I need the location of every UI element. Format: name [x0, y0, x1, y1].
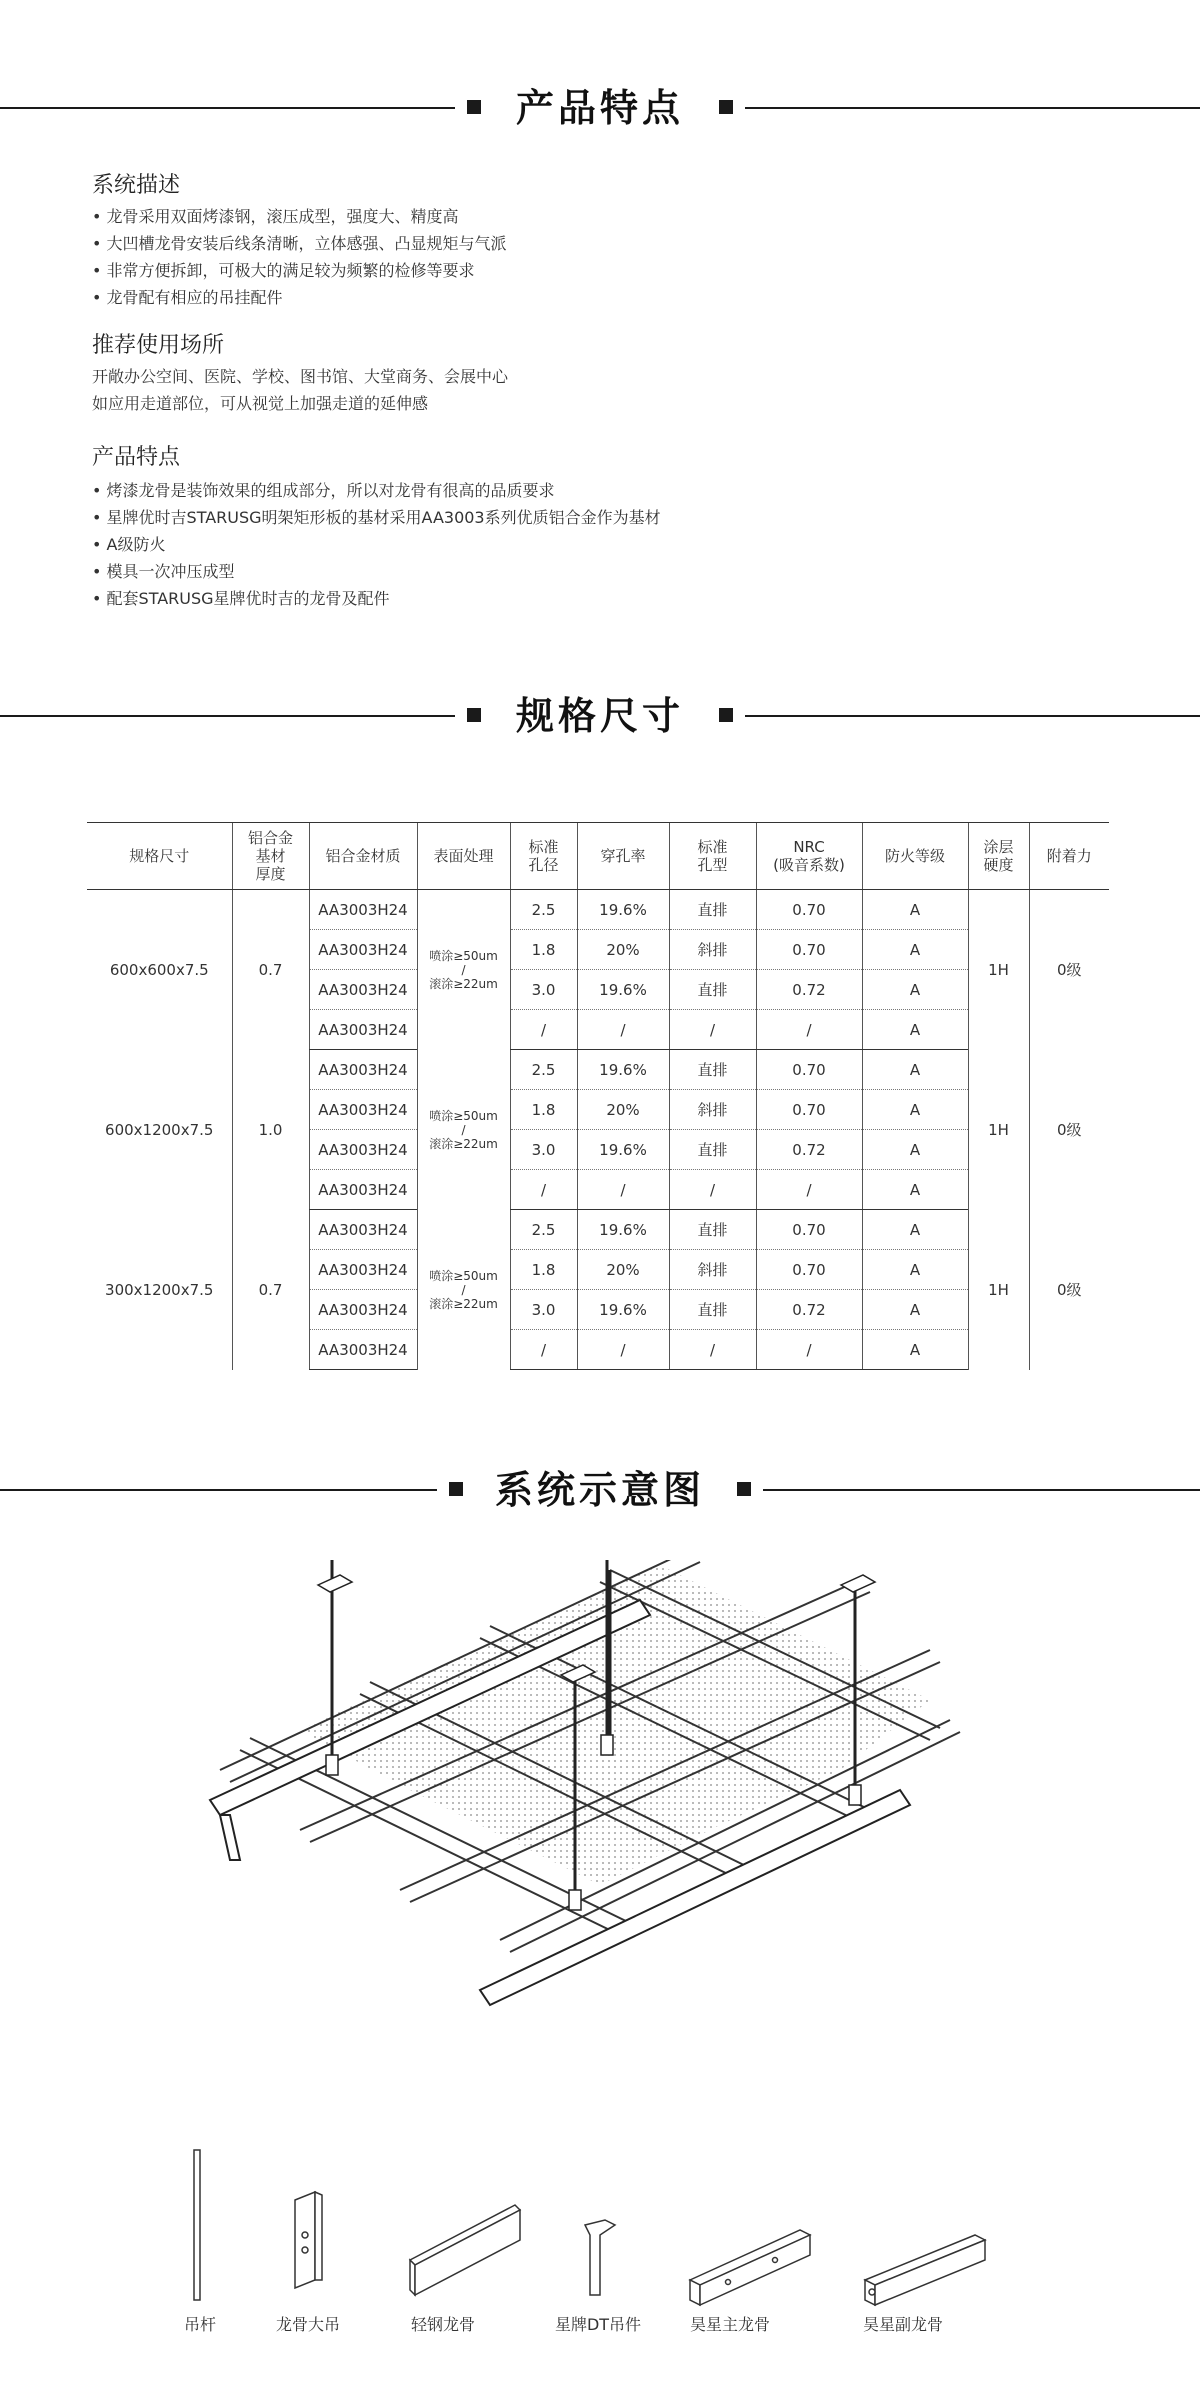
section-header-features [0, 78, 1200, 138]
header-square-right [737, 1482, 751, 1496]
type-cell: 直排 [669, 1130, 756, 1170]
hole-cell: 2.5 [510, 1210, 577, 1250]
hole-cell: 1.8 [510, 930, 577, 970]
column-header-text: 铝合金 [247, 829, 293, 847]
thickness-cell: 1.0 [232, 1050, 309, 1210]
rate-cell: / [577, 1330, 669, 1370]
list-item: • 非常方便拆卸，可极大的满足较为频繁的检修等要求 [92, 257, 507, 284]
size-cell: 300x1200x7.5 [105, 1280, 214, 1299]
fire-cell: A [862, 1170, 968, 1210]
type-cell: 斜排 [669, 930, 756, 970]
nrc-cell: 0.70 [756, 930, 862, 970]
surface-line: 滚涂≥22um [429, 1136, 498, 1151]
fire-cell: A [862, 1130, 968, 1170]
surface-line: 滚涂≥22um [429, 976, 498, 991]
surface-line: / [461, 962, 466, 977]
column-header [862, 823, 968, 890]
hole-cell: 1.8 [510, 1250, 577, 1290]
column-header [232, 823, 309, 890]
nrc-cell: 0.72 [756, 1130, 862, 1170]
part-label-main-runner: 昊星主龙骨 [689, 2315, 770, 2334]
section-header-spec [0, 686, 1200, 746]
column-header [968, 823, 1029, 890]
column-header-text: 孔型 [697, 856, 728, 874]
thickness-cell: 0.7 [232, 1210, 309, 1370]
column-header [510, 823, 577, 890]
nrc-cell: / [756, 1010, 862, 1050]
header-square-left [467, 100, 481, 114]
fire-cell: A [862, 890, 968, 930]
recommended-heading: 推荐使用场所 [92, 333, 225, 358]
part-label-hanger-rod: 吊杆 [183, 2315, 216, 2334]
main-runner-icon [690, 2230, 810, 2305]
column-header [87, 823, 232, 890]
list-item: • 星牌优时吉STARUSG明架矩形板的基材采用AA3003系列优质铝合金作为基材 [92, 504, 661, 531]
surface-cell [417, 1050, 510, 1210]
rate-cell: 19.6% [577, 1130, 669, 1170]
table-row [87, 1050, 1109, 1090]
section-title: 产品特点 [515, 86, 684, 130]
hole-cell: 3.0 [510, 970, 577, 1010]
nrc-cell: 0.72 [756, 970, 862, 1010]
rate-cell: 20% [577, 1090, 669, 1130]
section-title: 系统示意图 [494, 1468, 705, 1512]
header-rule-right [763, 1489, 1200, 1491]
list-item: • 模具一次冲压成型 [92, 558, 661, 585]
type-cell: 直排 [669, 1290, 756, 1330]
light-steel-keel-icon [410, 2205, 520, 2295]
part-label-cross-runner: 昊星副龙骨 [862, 2315, 943, 2334]
surface-line: 喷涂≥50um [429, 1108, 498, 1123]
list-item: • 龙骨采用双面烤漆钢，滚压成型，强度大、精度高 [92, 203, 507, 230]
main-hanger-icon [295, 2192, 322, 2288]
list-item: • 大凹槽龙骨安装后线条清晰，立体感强、凸显规矩与气派 [92, 230, 507, 257]
surface-line: 喷涂≥50um [429, 948, 498, 963]
material-cell: AA3003H24 [309, 930, 417, 970]
header-rule-left [0, 715, 455, 717]
adhesion-cell: 0级 [1029, 1210, 1109, 1370]
header-rule-left [0, 107, 455, 109]
column-header-text: NRC [793, 838, 825, 856]
material-cell: AA3003H24 [309, 1250, 417, 1290]
column-header-text: 孔径 [528, 856, 559, 874]
hole-cell: 2.5 [510, 890, 577, 930]
hardness-cell: 1H [968, 890, 1029, 1050]
thickness-cell: 0.7 [232, 890, 309, 1050]
hole-cell: 3.0 [510, 1290, 577, 1330]
hole-cell: 3.0 [510, 1130, 577, 1170]
rate-cell: 19.6% [577, 1290, 669, 1330]
fire-cell: A [862, 1330, 968, 1370]
column-header-text: 防火等级 [884, 847, 945, 865]
nrc-cell: / [756, 1170, 862, 1210]
surface-line: / [461, 1122, 466, 1137]
column-header-text: 铝合金材质 [325, 847, 401, 865]
rate-cell: 19.6% [577, 1050, 669, 1090]
column-header-text: 硬度 [983, 856, 1014, 874]
header-square-right [719, 708, 733, 722]
nrc-cell: 0.70 [756, 1210, 862, 1250]
column-header-text: 厚度 [255, 865, 286, 883]
surface-line: 喷涂≥50um [429, 1268, 498, 1283]
material-cell: AA3003H24 [309, 1170, 417, 1210]
header-rule-left [0, 1489, 437, 1491]
column-header [417, 823, 510, 890]
fire-cell: A [862, 1010, 968, 1050]
type-cell: 斜排 [669, 1090, 756, 1130]
list-item: • 龙骨配有相应的吊挂配件 [92, 284, 507, 311]
column-header-text: 穿孔率 [600, 847, 646, 865]
material-cell: AA3003H24 [309, 1290, 417, 1330]
rate-cell: 19.6% [577, 970, 669, 1010]
hole-cell: 2.5 [510, 1050, 577, 1090]
type-cell: / [669, 1010, 756, 1050]
surface-line: / [461, 1282, 466, 1297]
cross-runner-icon [865, 2235, 985, 2305]
part-label-light-steel-keel: 轻钢龙骨 [410, 2315, 475, 2334]
surface-cell [417, 890, 510, 1050]
hole-cell: 1.8 [510, 1090, 577, 1130]
parts-illustrations [0, 2140, 1200, 2340]
list-item: • A级防火 [92, 531, 661, 558]
text-line: 如应用走道部位，可从视觉上加强走道的延伸感 [92, 394, 429, 413]
recommended-text [92, 363, 508, 417]
material-cell: AA3003H24 [309, 970, 417, 1010]
system-desc-list [92, 203, 507, 311]
column-header [1029, 823, 1109, 890]
nrc-cell: 0.70 [756, 890, 862, 930]
type-cell: 直排 [669, 890, 756, 930]
column-header [756, 823, 862, 890]
column-header-text: 表面处理 [433, 847, 494, 865]
adhesion-cell: 0级 [1029, 1050, 1109, 1210]
hole-cell: / [510, 1010, 577, 1050]
material-cell: AA3003H24 [309, 1210, 417, 1250]
dt-clip-icon [585, 2220, 615, 2295]
header-square-left [449, 1482, 463, 1496]
type-cell: / [669, 1330, 756, 1370]
hanger-rod-icon [194, 2150, 200, 2300]
list-item: • 烤漆龙骨是装饰效果的组成部分，所以对龙骨有很高的品质要求 [92, 477, 661, 504]
surface-cell [417, 1210, 510, 1370]
hardness-cell: 1H [968, 1050, 1029, 1210]
rate-cell: 20% [577, 1250, 669, 1290]
column-header-text: 标准 [697, 838, 728, 856]
column-header-text: 附着力 [1046, 847, 1092, 865]
material-cell: AA3003H24 [309, 1050, 417, 1090]
column-header-text: 标准 [528, 838, 559, 856]
hardness-cell: 1H [968, 1210, 1029, 1370]
column-header-text: (吸音系数) [773, 856, 845, 874]
spec-table [87, 822, 1109, 1370]
table-row [87, 890, 1109, 930]
features-heading: 产品特点 [92, 445, 181, 470]
part-label-main-hanger: 龙骨大吊 [275, 2315, 340, 2334]
fire-cell: A [862, 970, 968, 1010]
material-cell: AA3003H24 [309, 1010, 417, 1050]
header-rule-right [745, 715, 1200, 717]
column-header-text: 涂层 [983, 838, 1014, 856]
material-cell: AA3003H24 [309, 1090, 417, 1130]
section-header-system [0, 1460, 1200, 1520]
nrc-cell: 0.72 [756, 1290, 862, 1330]
text-line: 开敞办公空间、医院、学校、图书馆、大堂商务、会展中心 [92, 367, 509, 386]
type-cell: 斜排 [669, 1250, 756, 1290]
type-cell: 直排 [669, 1210, 756, 1250]
rate-cell: 20% [577, 930, 669, 970]
material-cell: AA3003H24 [309, 1130, 417, 1170]
size-cell: 600x600x7.5 [109, 960, 209, 979]
hole-cell: / [510, 1170, 577, 1210]
nrc-cell: 0.70 [756, 1250, 862, 1290]
fire-cell: A [862, 1050, 968, 1090]
ceiling-system-diagram [0, 1560, 1200, 2100]
fire-cell: A [862, 1290, 968, 1330]
size-cell: 600x1200x7.5 [105, 1120, 214, 1139]
features-list [92, 477, 661, 612]
system-desc-heading: 系统描述 [92, 173, 181, 198]
section-title: 规格尺寸 [515, 694, 684, 738]
hole-cell: / [510, 1330, 577, 1370]
rate-cell: 19.6% [577, 1210, 669, 1250]
part-label-dt-clip: 星牌DT吊件 [554, 2315, 642, 2334]
type-cell: 直排 [669, 970, 756, 1010]
header-square-left [467, 708, 481, 722]
type-cell: 直排 [669, 1050, 756, 1090]
nrc-cell: 0.70 [756, 1050, 862, 1090]
column-header [309, 823, 417, 890]
fire-cell: A [862, 1210, 968, 1250]
rate-cell: / [577, 1170, 669, 1210]
rate-cell: / [577, 1010, 669, 1050]
adhesion-cell: 0级 [1029, 890, 1109, 1050]
fire-cell: A [862, 1250, 968, 1290]
surface-line: 滚涂≥22um [429, 1296, 498, 1311]
table-header-row [87, 823, 1109, 890]
table-row [87, 1210, 1109, 1250]
nrc-cell: / [756, 1330, 862, 1370]
column-header [669, 823, 756, 890]
fire-cell: A [862, 1090, 968, 1130]
material-cell: AA3003H24 [309, 1330, 417, 1370]
list-item: • 配套STARUSG星牌优时吉的龙骨及配件 [92, 585, 661, 612]
column-header-text: 规格尺寸 [129, 847, 190, 865]
fire-cell: A [862, 930, 968, 970]
column-header-text: 基材 [255, 847, 286, 865]
header-rule-right [745, 107, 1200, 109]
column-header [577, 823, 669, 890]
material-cell: AA3003H24 [309, 890, 417, 930]
rate-cell: 19.6% [577, 890, 669, 930]
type-cell: / [669, 1170, 756, 1210]
header-square-right [719, 100, 733, 114]
nrc-cell: 0.70 [756, 1090, 862, 1130]
